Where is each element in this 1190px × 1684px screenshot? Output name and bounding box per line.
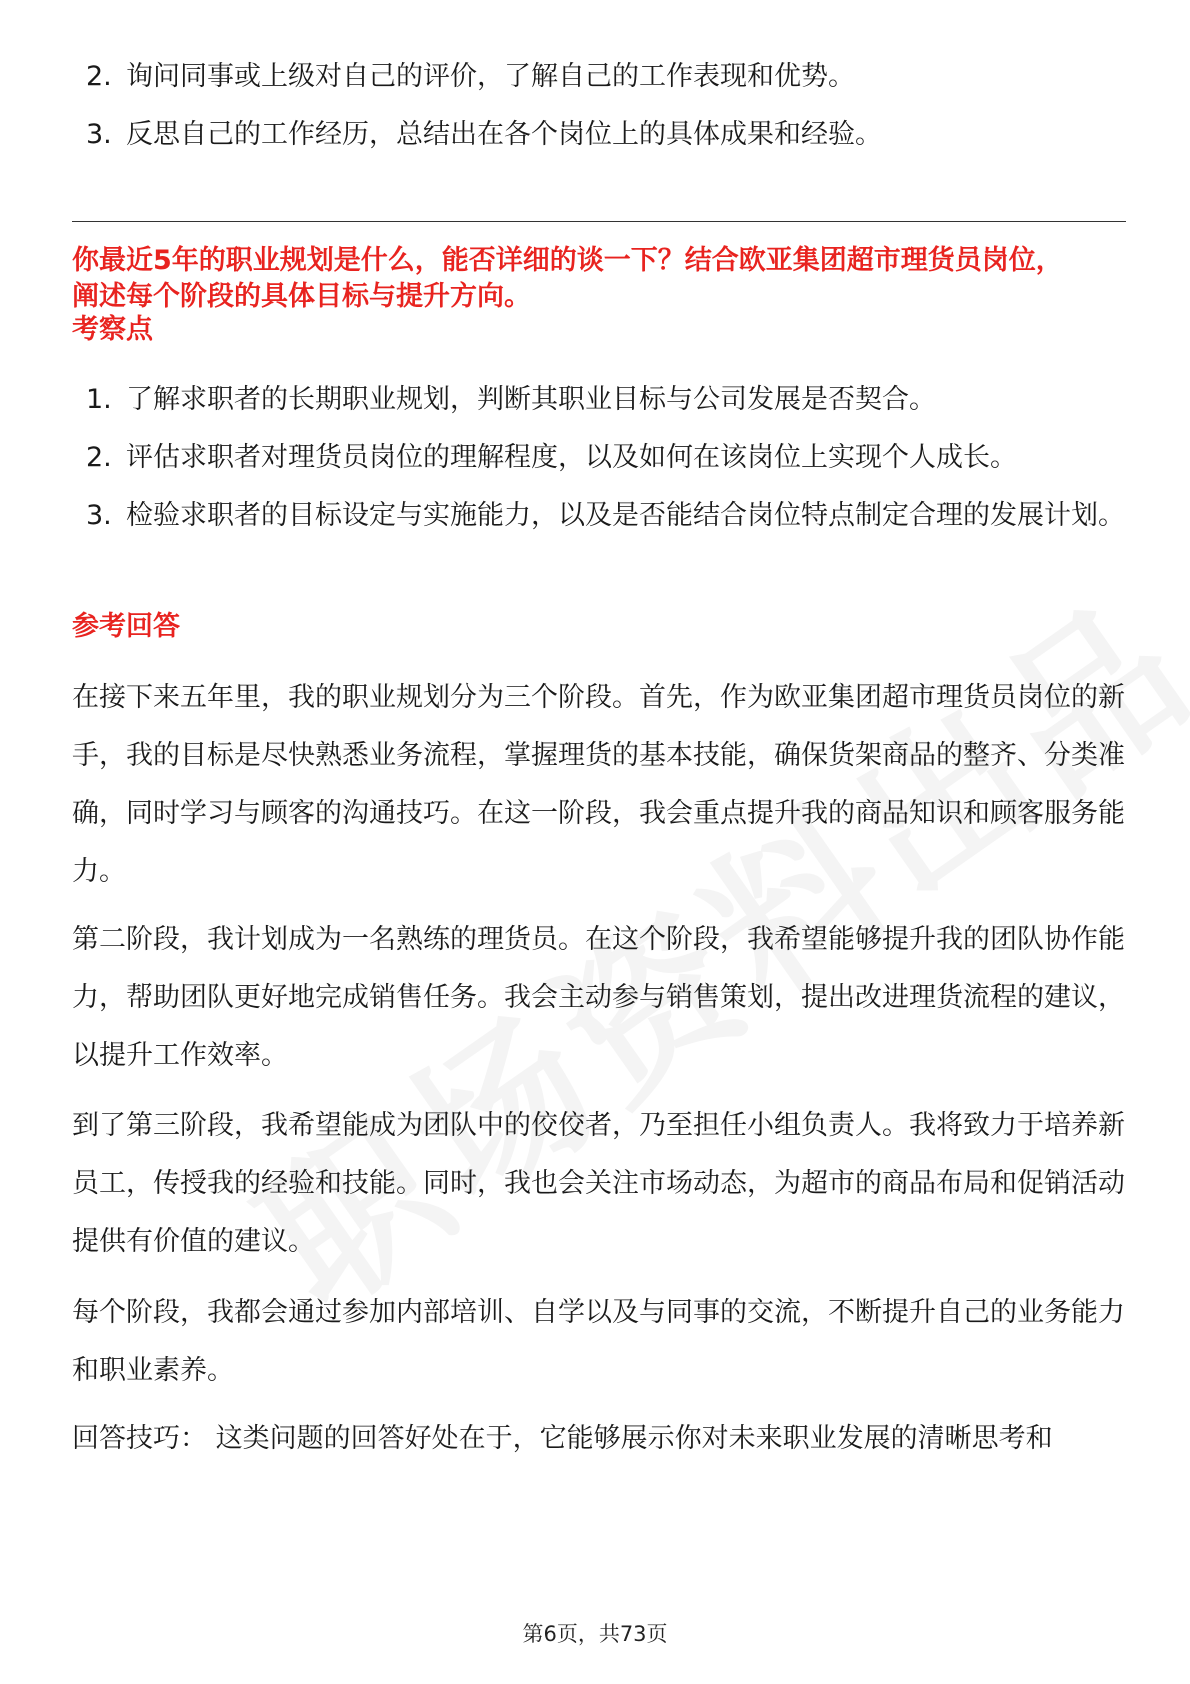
list-item [86,106,1126,164]
top-list [86,48,1126,164]
question-heading: 你最近5年的职业规划是什么，能否详细的谈一下？结合欧亚集团超市理货员岗位，阐述每个阶段的具体目标与提升方向。 [72,245,1063,312]
list-number: 3. [86,500,112,531]
list-item [86,429,1126,487]
answer-paragraph: 到了第三阶段，我希望能成为团队中的佼佼者，乃至担任小组负责人。我将致力于培养新员工，传授我的经验和技能。同时，我也会关注市场动态，为超市的商品布局和促销活动提供有价值的建议。 [72,1110,1125,1257]
list-number: 3. [86,119,112,150]
focus-heading: 考察点 [72,314,153,345]
list-number: 1. [86,384,112,415]
section-divider [72,221,1126,222]
list-item [86,371,1126,429]
list-text: 了解求职者的长期职业规划，判断其职业目标与公司发展是否契合。 [126,384,936,415]
list-text: 检验求职者的目标设定与实施能力，以及是否能结合岗位特点制定合理的发展计划。 [126,500,1125,531]
answer-paragraph: 在接下来五年里，我的职业规划分为三个阶段。首先，作为欧亚集团超市理货员岗位的新手，我的目标是尽快熟悉业务流程，掌握理货的基本技能，确保货架商品的整齐、分类准确，同时学习与顾客的沟通技巧。在这一阶段，我会重点提升我的商品知识和顾客服务能力。 [72,682,1125,887]
list-number: 2. [86,61,112,92]
list-number: 2. [86,442,112,473]
list-item [86,487,1126,545]
answer-heading: 参考回答 [72,611,180,642]
list-text: 反思自己的工作经历，总结出在各个岗位上的具体成果和经验。 [126,119,882,150]
list-text: 评估求职者对理货员岗位的理解程度，以及如何在该岗位上实现个人成长。 [126,442,1017,473]
answer-paragraph: 第二阶段，我计划成为一名熟练的理货员。在这个阶段，我希望能够提升我的团队协作能力，帮助团队更好地完成销售任务。我会主动参与销售策划，提出改进理货流程的建议，以提升工作效率。 [72,924,1125,1071]
focus-list [86,371,1126,545]
answer-tip: 回答技巧： 这类问题的回答好处在于，它能够展示你对未来职业发展的清晰思考和 [72,1423,1053,1454]
page-footer: 第6页，共73页 [522,1622,668,1646]
list-item [86,48,1126,106]
list-text: 询问同事或上级对自己的评价，了解自己的工作表现和优势。 [126,61,855,92]
answer-paragraph: 每个阶段，我都会通过参加内部培训、自学以及与同事的交流，不断提升自己的业务能力和职业素养。 [72,1297,1125,1386]
